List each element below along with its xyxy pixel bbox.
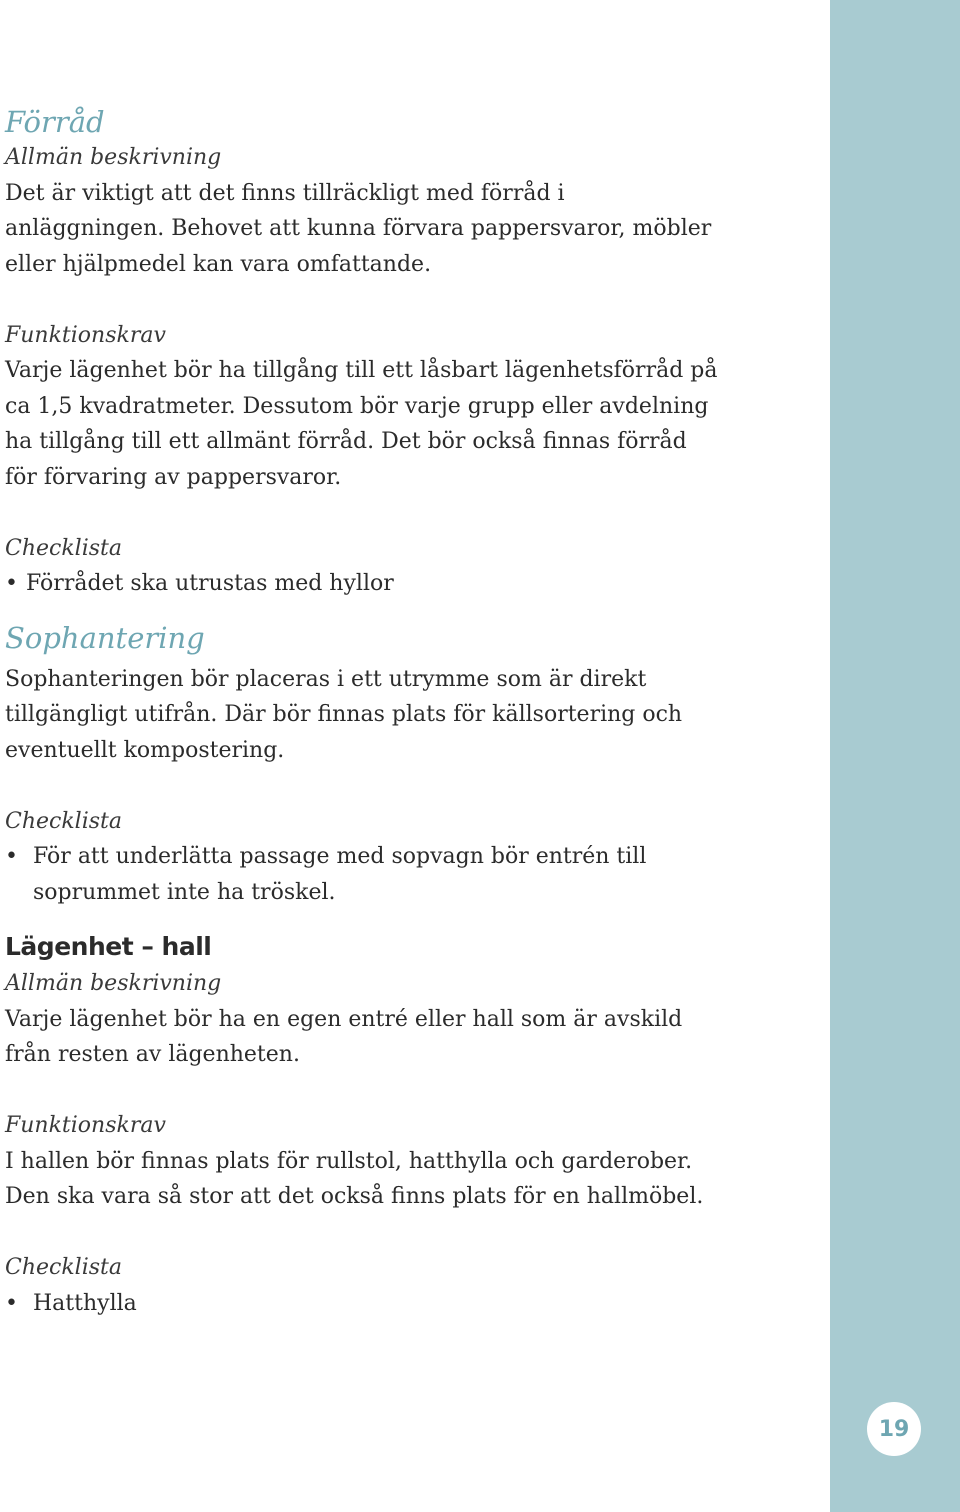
subheading-checklista: Checklista <box>5 808 122 834</box>
paragraph-line: eller hjälpmedel kan vara omfattande. <box>5 251 432 277</box>
section-forrad <box>5 104 815 602</box>
paragraph-line: Den ska vara så stor att det också finns plats för en hallmöbel. <box>5 1184 704 1209</box>
paragraph-line: ca 1,5 kvadratmeter. Dessutom bör varje grupp eller avdelning <box>5 393 709 419</box>
section-title-lagenhet-hall: Lägenhet – hall <box>5 932 212 961</box>
page-number-badge <box>867 1402 921 1456</box>
page-number: 19 <box>878 1416 910 1442</box>
page-content <box>5 104 815 1321</box>
section-title-forrad: Förråd <box>5 105 105 139</box>
section-lagenhet-hall <box>5 928 815 1321</box>
paragraph-line: Varje lägenhet bör ha tillgång till ett låsbart lägenhetsförråd på <box>5 358 718 383</box>
paragraph-line: Sophanteringen bör placeras i ett utrymme som är direkt <box>5 666 647 692</box>
checklist <box>5 839 815 910</box>
checklist-item: • För att underlätta passage med sopvagn bör entrén till soprummet inte ha tröskel. <box>5 839 815 910</box>
subheading-allman: Allmän beskrivning <box>5 971 222 996</box>
bullet-icon: • <box>5 1290 18 1316</box>
checklist-item: • Förrådet ska utrustas med hyllor <box>5 566 815 602</box>
paragraph-line: anläggningen. Behovet att kunna förvara pappersvaror, möbler <box>5 216 712 241</box>
paragraph-line: ha tillgång till ett allmänt förråd. Det bör också finnas förråd <box>5 429 687 454</box>
bullet-icon: • <box>5 844 18 869</box>
subheading-checklista: Checklista <box>5 1255 122 1280</box>
paragraph-line: för förvaring av pappersvaror. <box>5 464 342 490</box>
paragraph-line: I hallen bör finnas plats för rullstol, hatthylla och garderober. <box>5 1148 693 1174</box>
paragraph-line: Varje lägenhet bör ha en egen entré eller hall som är avskild <box>5 1006 683 1032</box>
paragraph-line: från resten av lägenheten. <box>5 1042 300 1067</box>
bullet-icon: • <box>5 571 18 596</box>
subheading-checklista: Checklista <box>5 535 122 561</box>
section-sophantering <box>5 620 815 911</box>
checklist-item: • Hatthylla <box>5 1286 815 1322</box>
subheading-funktionskrav: Funktionskrav <box>5 1113 166 1138</box>
side-band <box>830 0 960 1512</box>
checklist <box>5 1286 815 1322</box>
paragraph-line: Det är viktigt att det finns tillräckligt med förråd i <box>5 180 565 206</box>
checklist <box>5 566 815 602</box>
subheading-allman: Allmän beskrivning <box>5 145 222 170</box>
paragraph-line: eventuellt kompostering. <box>5 737 285 763</box>
section-title-sophantering: Sophantering <box>5 620 205 655</box>
paragraph-line: tillgängligt utifrån. Där bör finnas plats för källsortering och <box>5 702 683 727</box>
subheading-funktionskrav: Funktionskrav <box>5 322 166 348</box>
